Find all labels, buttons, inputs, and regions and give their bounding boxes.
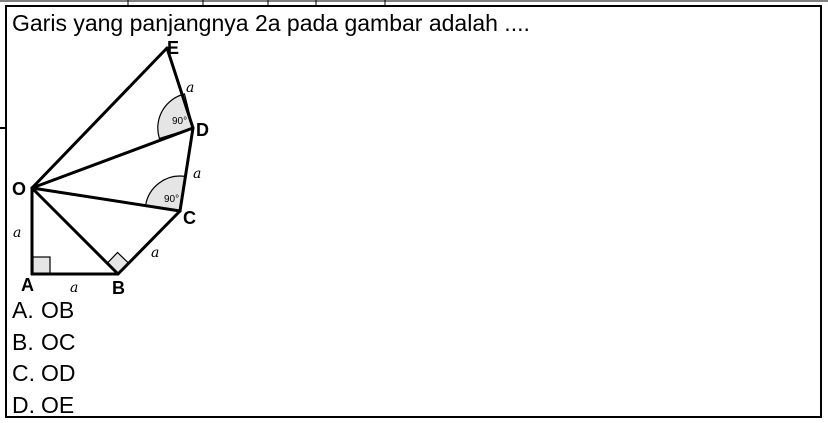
point-label-C: C	[183, 208, 196, 228]
option-b[interactable]	[12, 327, 76, 359]
option-letter: B.	[12, 328, 34, 355]
right-angle-mark-A	[33, 257, 50, 274]
segment-OE	[32, 48, 167, 188]
option-letter: D.	[12, 391, 35, 418]
option-letter: C.	[12, 360, 35, 386]
segment-label-BC: a	[151, 245, 160, 261]
option-text: OE	[41, 391, 75, 418]
point-label-O: O	[12, 179, 27, 199]
option-text: OB	[41, 297, 75, 323]
point-label-D: D	[196, 120, 209, 140]
option-c[interactable]	[12, 358, 76, 390]
right-angle-mark-B	[107, 253, 129, 275]
option-text: OC	[41, 328, 76, 355]
segment-BC	[118, 211, 180, 274]
option-text: OD	[41, 360, 76, 386]
segment-CD	[180, 128, 193, 211]
segment-label-OA: a	[13, 225, 22, 241]
segment-label-DE: a	[186, 80, 195, 96]
option-a[interactable]	[12, 295, 76, 327]
point-label-B: B	[112, 278, 125, 298]
point-label-E: E	[167, 38, 180, 58]
angle-label-C: 90°	[164, 194, 180, 205]
question-text: Garis yang panjangnya 2a pada gambar adalah ....	[12, 10, 530, 36]
segment-label-AB: a	[70, 280, 79, 296]
answer-options	[12, 295, 76, 421]
point-label-A: A	[21, 275, 34, 295]
option-d[interactable]	[12, 390, 76, 422]
segment-label-CD: a	[193, 166, 202, 182]
angle-label-D: 90°	[172, 116, 188, 127]
option-letter: A.	[12, 297, 34, 323]
